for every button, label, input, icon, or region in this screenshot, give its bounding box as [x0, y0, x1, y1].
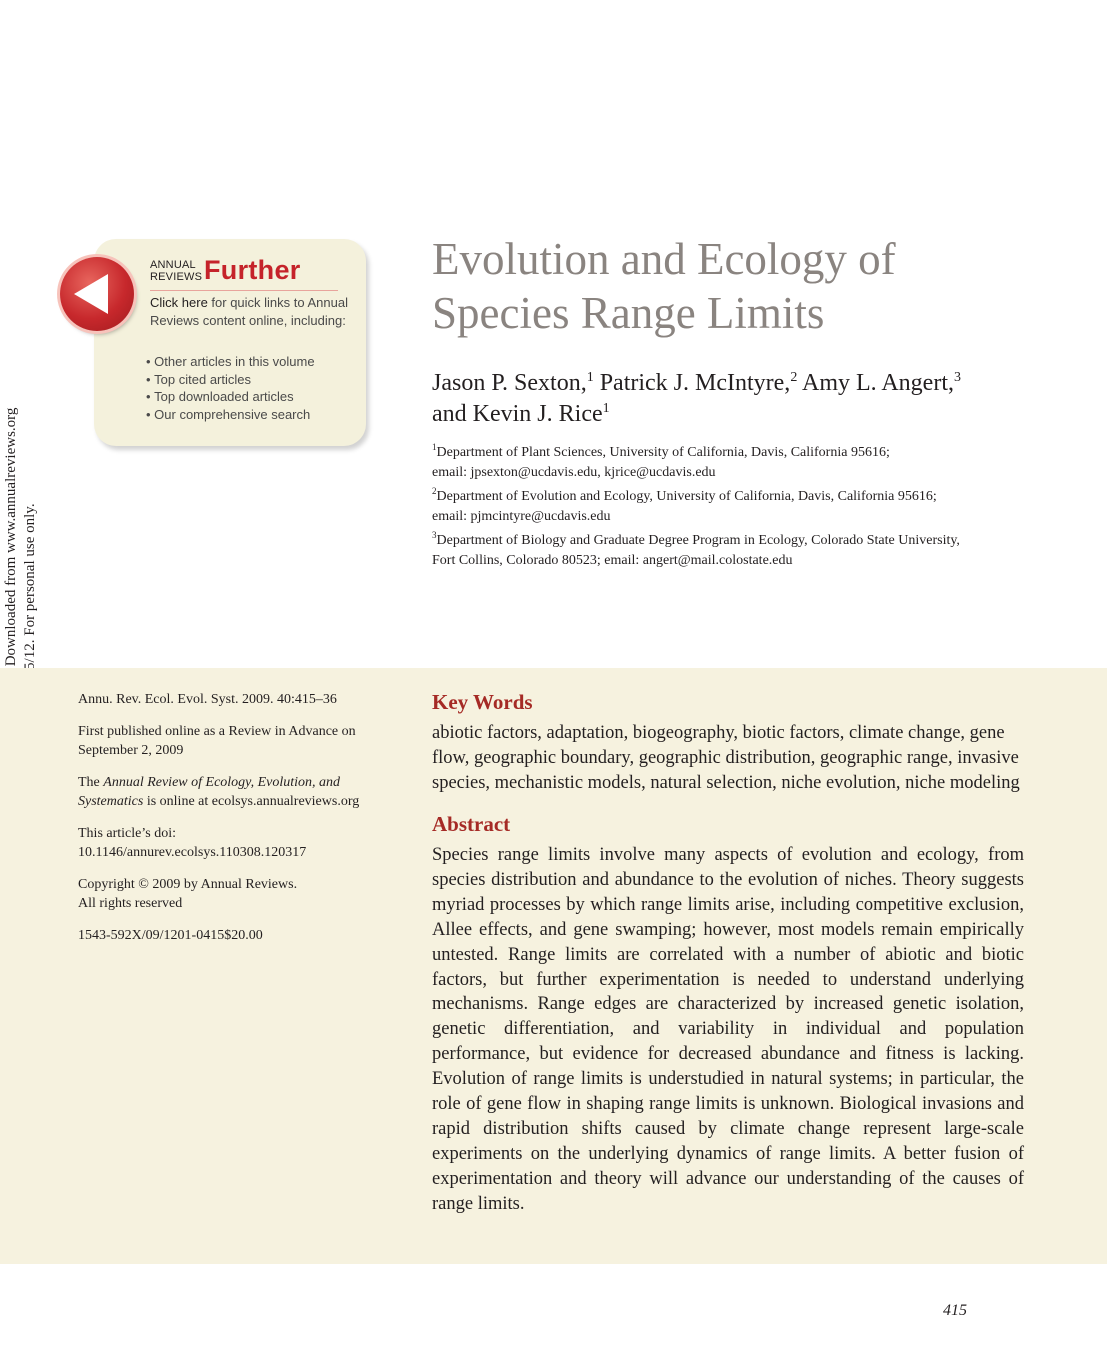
issn: 1543-592X/09/1201-0415$20.00	[78, 927, 263, 943]
abstract-text: Species range limits involve many aspects of evolution and ecology, from species distribution and abundance to the evolution of niches. Theory suggests myriad processes by which range limits arise, including competitive exclusion, Allee effects, and gene swamping; however, most models remain empirically untested. Range limits are correlated with a number of abiotic and biotic factors, but further experimentation is needed to understand underlying mechanisms. Range edges are characterized by increased genetic isolation, genetic differentiation, and variability in individual and population performance, but evidence for decreased abundance and fitness is lacking. Evolution of range limits is understudied in natural systems; in particular, the role of gene flow in shaping range limits is unknown. Biological invasions and rapid distribution shifts caused by climate change represent large-scale experiments on the underlying dynamics of range limits. A better fusion of experimentation and theory will advance our understanding of the causes of range limits.	[432, 845, 1024, 1214]
further-description	[150, 294, 350, 330]
further-link-top-downloaded[interactable]: • Top downloaded articles	[146, 388, 315, 406]
further-panel[interactable]	[94, 239, 366, 446]
affiliation	[432, 531, 1052, 570]
page-number: 415	[943, 1302, 967, 1319]
doi-label: This article’s doi:	[78, 825, 176, 841]
author-affiliation-mark: 3	[953, 370, 961, 385]
affiliation-line: Department of Evolution and Ecology, University of California, Davis, California 95616;	[436, 489, 937, 504]
article-summary	[432, 688, 1024, 1217]
journal-name-line1: Annual Review of Ecology, Evolution, and	[103, 774, 341, 790]
key-words-heading: Key Words	[432, 690, 533, 714]
left-arrow-icon	[74, 274, 108, 314]
author-affiliation-mark: 1	[586, 370, 594, 385]
affiliation-number: 1	[432, 442, 437, 452]
affiliation	[432, 487, 1052, 526]
doi-block	[78, 824, 398, 863]
journal-name-line2: Systematics	[78, 794, 144, 809]
affiliation-email: email: jpsexton@ucdavis.edu, kjrice@ucdavis.edu	[432, 464, 716, 480]
affiliation-line: Department of Plant Sciences, University of California, Davis, California 95616;	[436, 445, 890, 460]
article-title-line2: Species Range Limits	[432, 288, 825, 338]
article-title-line1: Evolution and Ecology of	[432, 234, 896, 284]
doi-value: 10.1146/annurev.ecolsys.110308.120317	[78, 845, 307, 860]
copyright	[78, 875, 398, 914]
further-links-list	[146, 353, 315, 423]
publication-note	[78, 722, 398, 761]
publication-date: September 2, 2009	[78, 743, 184, 758]
further-link-other-articles[interactable]: • Other articles in this volume	[146, 353, 315, 371]
brand-line-annual: ANNUAL	[150, 259, 196, 271]
author-name: Jason P. Sexton,	[432, 370, 587, 396]
author-affiliation-mark: 2	[790, 370, 798, 385]
affiliation-number: 3	[432, 530, 437, 540]
affiliation-line: Department of Biology and Graduate Degree Program in Ecology, Colorado State University,	[436, 533, 960, 548]
article-metadata	[78, 690, 398, 957]
affiliations	[432, 443, 1052, 575]
author-name: Patrick J. McIntyre,	[599, 370, 791, 396]
copyright-line1: Copyright © 2009 by Annual Reviews.	[78, 876, 298, 892]
further-word: Further	[204, 255, 301, 285]
author-name: Amy L. Angert,	[802, 370, 954, 396]
further-link-top-cited[interactable]: • Top cited articles	[146, 371, 315, 389]
online-the: The	[78, 774, 104, 790]
annual-reviews-logo	[150, 259, 202, 283]
affiliation-email: Fort Collins, Colorado 80523; email: angert@mail.colostate.edu	[432, 552, 793, 568]
further-link-search[interactable]: • Our comprehensive search	[146, 406, 315, 424]
online-note	[78, 773, 398, 812]
affiliation	[432, 443, 1052, 482]
key-words-text: abiotic factors, adaptation, biogeography, biotic factors, climate change, gene flow, geographic boundary, geographic distribution, geographic range, invasive species, mechanistic models, natural selection, niche evolution, niche modeling	[432, 723, 1020, 793]
affiliation-email: email: pjmcintyre@ucdavis.edu	[432, 508, 611, 524]
author-affiliation-mark: 1	[602, 401, 610, 416]
citation: Annu. Rev. Ecol. Evol. Syst. 2009. 40:415–36	[78, 692, 337, 707]
affiliation-number: 2	[432, 486, 437, 496]
author-name: and Kevin J. Rice	[432, 401, 603, 427]
author-list	[432, 368, 1072, 430]
publication-note-line1: First published online as a Review in Advance on	[78, 723, 356, 739]
copyright-line2: All rights reserved	[78, 896, 183, 911]
article-title	[432, 232, 896, 340]
further-divider	[150, 290, 338, 291]
abstract-heading: Abstract	[432, 812, 511, 836]
brand-line-reviews: REVIEWS	[150, 271, 203, 283]
further-description-text: for quick links to Annual Reviews content online, including:	[150, 295, 348, 328]
click-here-link[interactable]: Click here	[150, 295, 208, 310]
online-url-text: is online at ecolsys.annualreviews.org	[143, 794, 360, 809]
further-arrow-button[interactable]	[60, 257, 134, 331]
